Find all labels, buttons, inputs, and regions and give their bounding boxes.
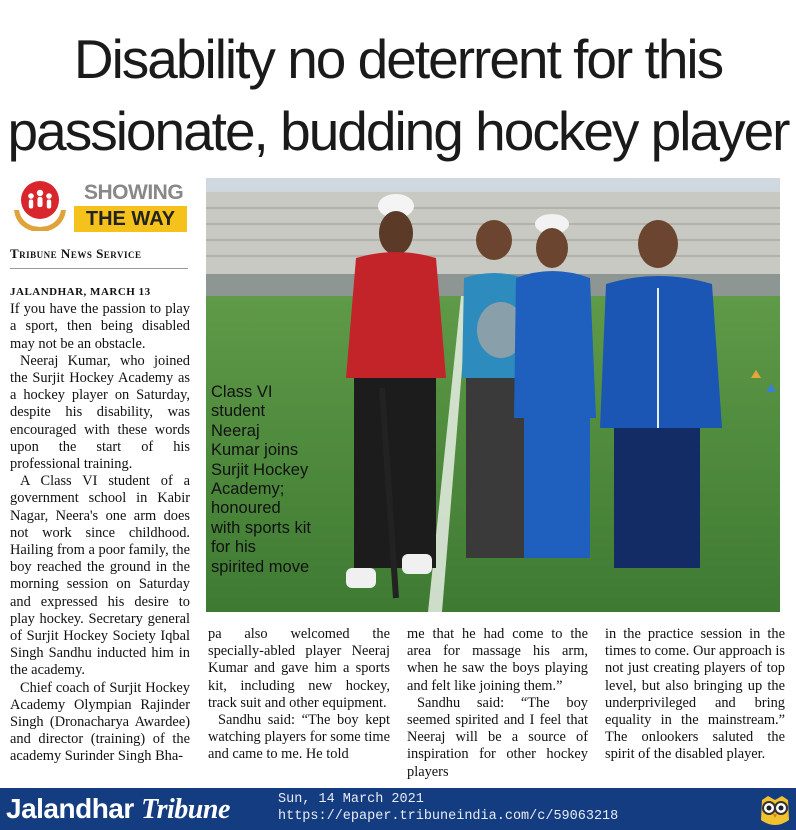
owl-icon bbox=[758, 792, 792, 828]
paragraph: A Class VI student of a government school in Kabir Nagar, Neera's one arm does not work since childhood. Hailing from a poor family, the boy reached the ground in the morning session on Saturday and expressed his desire to play hockey. Secretary general of Surjit Hockey Society Iqbal Singh Sandhu inducted him in the academy. bbox=[10, 473, 190, 679]
article-column-1 bbox=[10, 270, 190, 766]
epaper-link[interactable]: https://epaper.tribuneindia.com/c/59063218 bbox=[278, 809, 619, 824]
publication-name: Jalandhar Tribune bbox=[6, 793, 230, 825]
headline-line-1: Disability no deterrent for this bbox=[73, 28, 723, 90]
paragraph: in the practice session in the times to come. Our approach is not just creating players of top level, but also bringing up the underprivileged and bring equality in the mainstream.” The onlookers saluted the spirit of the disabled player. bbox=[605, 626, 785, 763]
paragraph: If you have the passion to play a sport, then being disabled may not be an obstacle. bbox=[10, 301, 190, 352]
article-column-4 bbox=[605, 626, 785, 764]
byline-divider bbox=[10, 268, 188, 269]
paragraph: Neeraj Kumar, who joined the Surjit Hockey Academy as a hockey player on Saturday, despite his disability, was encouraged with these words upon the start of his professional training. bbox=[10, 352, 190, 473]
epaper-footer bbox=[0, 788, 796, 830]
article-column-2 bbox=[208, 626, 390, 764]
article-column-3 bbox=[407, 626, 588, 781]
paragraph: me that he had come to the area for massage his arm, when he saw the boys playing and felt like joining them.” bbox=[407, 626, 588, 694]
paragraph: Chief coach of Surjit Hockey Academy Olympian Rajinder Singh (Dronacharya Awardee) and director (training) of the academy Surinder Singh Bha- bbox=[10, 679, 190, 765]
dateline: JALANDHAR, MARCH 13 bbox=[10, 286, 151, 298]
paragraph: Sandhu said: “The boy seemed spirited and I feel that Neeraj will be a source of inspiration for other hockey players bbox=[407, 694, 588, 780]
headline-line-2: passionate, budding hockey player bbox=[7, 100, 789, 162]
edition-date: Sun, 14 March 2021 bbox=[278, 792, 424, 807]
logo-text-showing: SHOWING bbox=[84, 181, 184, 204]
showing-the-way-logo bbox=[10, 176, 188, 236]
people-in-hands-icon bbox=[10, 176, 70, 236]
byline: Tribune News Service bbox=[10, 246, 142, 261]
paragraph: pa also welcomed the specially-abled player Neeraj Kumar and gave him a sports kit, including new hockey, track suit and other equipment. bbox=[208, 626, 390, 711]
paragraph: Sandhu said: “The boy kept watching players for some time and came to me. He told bbox=[208, 712, 390, 763]
logo-text-the-way: THE WAY bbox=[74, 206, 187, 232]
photo-caption: Class VI student Neeraj Kumar joins Surjit Hockey Academy; honoured with sports kit for his spirited move bbox=[211, 383, 311, 576]
